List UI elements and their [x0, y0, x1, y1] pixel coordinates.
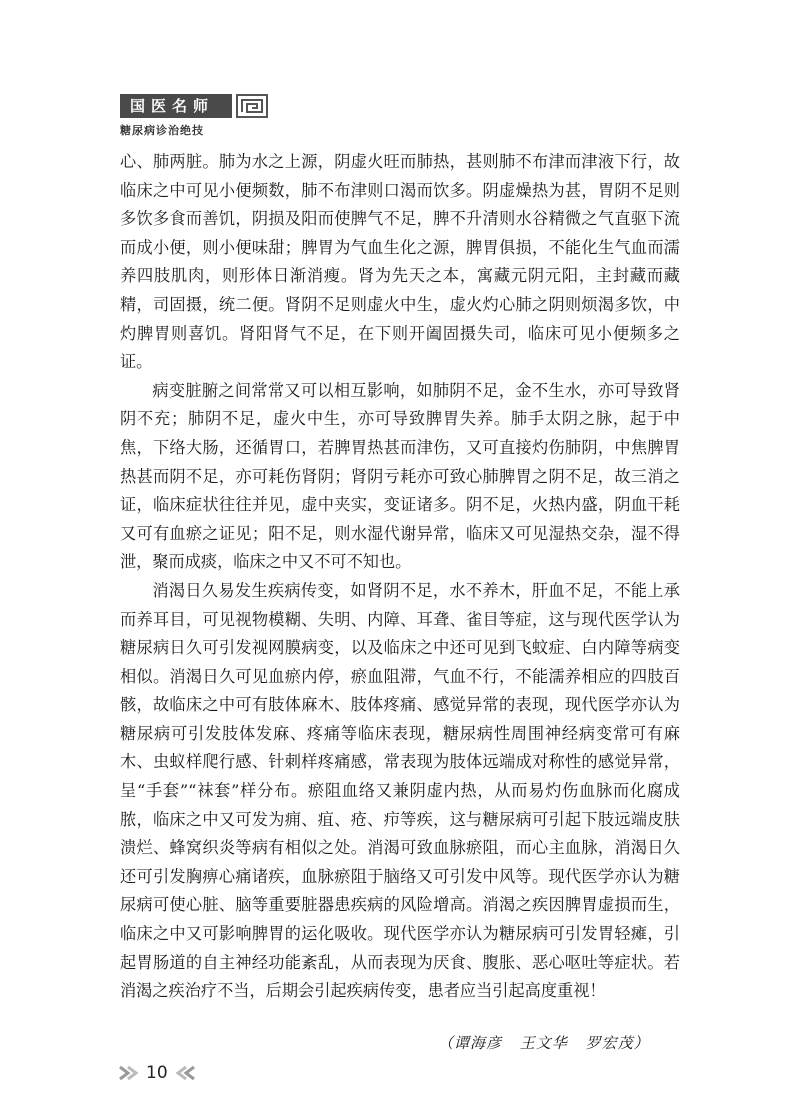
- author-line: [438, 1032, 662, 1053]
- author-3: 罗宏茂）: [585, 1034, 650, 1052]
- page-number: 10: [146, 1063, 168, 1083]
- author-2: 王文华: [519, 1034, 568, 1052]
- author-1: （谭海彦: [438, 1034, 503, 1052]
- right-ornament-icon: [174, 1063, 196, 1083]
- left-ornament-icon: [118, 1063, 140, 1083]
- series-title: 国医名师: [120, 94, 232, 118]
- paragraph-2: 病变脏腑之间常常又可以相互影响，如肺阴不足，金不生水，亦可导致肾阴不充；肺阴不足，虚火中生，亦可导致脾胃失养。肺手太阴之脉，起于中焦，下络大肠，还循胃口，若脾胃热甚而津伤，又可直接灼伤肺阴，中焦脾胃热甚而阴不足，亦可耗伤肾阴；肾阴亏耗亦可致心肺脾胃之阴不足，故三消之证，临床症状往往并见，虚中夹实，变证诸多。阴不足，火热内盛，阴血干耗又可有血瘀之证见；阳不足，则水湿代谢异常，临床又可见湿热交杂，湿不得泄，聚而成痰，临床之中又不可不知也。: [120, 380, 680, 572]
- paragraph-3: 消渴日久易发生疾病传变，如肾阴不足，水不养木，肝血不足，不能上承而养耳目，可见视物模糊、失明、内障、耳聋、雀目等症，这与现代医学认为糖尿病日久可引发视网膜病变，以及临床之中还可见到飞蚊症、白内障等病变相似。消渴日久可见血瘀内停，瘀血阻滞，气血不行，不能濡养相应的四肢百骸，故临床之中可有肢体麻木、肢体疼痛、感觉异常的表现，现代医学亦认为糖尿病可引发肢体发麻、疼痛等临床表现，糖尿病性周围神经病变常可有麻木、虫蚁样爬行感、针刺样疼痛感，常表现为肢体远端成对称性的感觉异常，呈“手套”“袜套”样分布。瘀阻血络又兼阴虚内热，从而易灼伤血脉而化腐成脓，临床之中又可发为痈、疽、疮、疖等疾，这与糖尿病可引起下肢远端皮肤溃烂、蜂窝织炎等病有相似之处。消渴可致血脉瘀阻，而心主血脉，消渴日久还可引发胸痹心痛诸疾，血脉瘀阻于脑络又可引发中风等。现代医学亦认为糖尿病可使心脏、脑等重要脏器患疾病的风险增高。消渴之疾因脾胃虚损而生，临床之中又可影响脾胃的运化吸收。现代医学亦认为糖尿病可引发胃轻瘫，引起胃肠道的自主神经功能紊乱，从而表现为厌食、腹胀、恶心呕吐等症状。若消渴之疾治疗不当，后期会引起疾病传变，患者应当引起高度重视！: [120, 580, 680, 1001]
- page-footer: [118, 1060, 196, 1086]
- running-header: [120, 94, 270, 140]
- book-subtitle: 糖尿病诊治绝技: [120, 124, 204, 137]
- paragraph-1: 心、肺两脏。肺为水之上源，阴虚火旺而肺热，甚则肺不布津而津液下行，故临床之中可见小便频数，肺不布津则口渴而饮多。阴虚燥热为甚，胃阴不足则多饮多食而善饥，阴损及阳而使脾气不足，脾不升清则水谷精微之气直驱下流而成小便，则小便味甜；脾胃为气血生化之源，脾胃俱损，不能化生气血而濡养四肢肌肉，则形体日渐消瘦。肾为先天之本，寓藏元阴元阳，主封藏而藏精，司固摄，统二便。肾阴不足则虚火中生，虚火灼心肺之阴则烦渴多饮，中灼脾胃则喜饥。肾阳肾气不足，在下则开阖固摄失司，临床可见小便频多之证。: [120, 152, 680, 372]
- body-text: [120, 148, 680, 1006]
- fret-ornament-icon: [236, 94, 268, 118]
